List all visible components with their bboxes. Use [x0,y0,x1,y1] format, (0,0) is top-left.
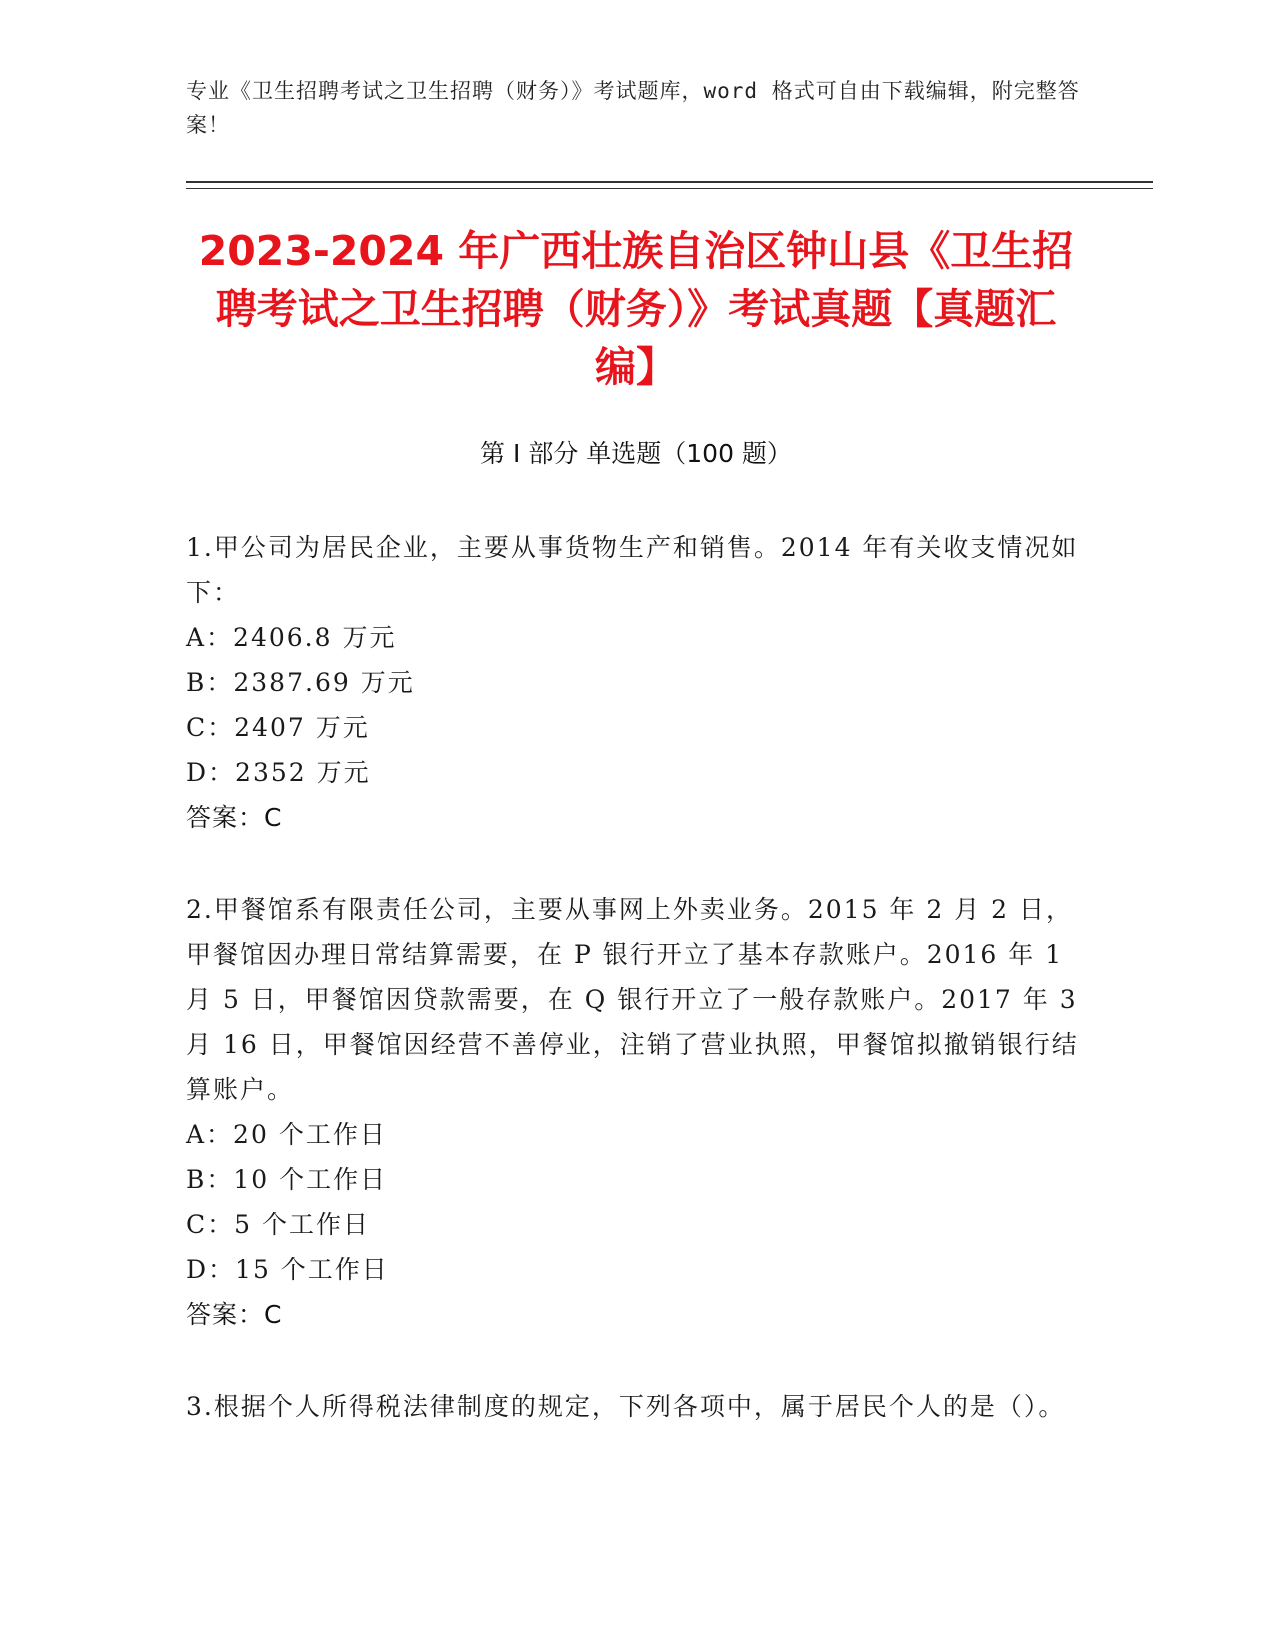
question-text: 3.根据个人所得税法律制度的规定，下列各项中，属于居民个人的是（）。 [186,1392,1066,1421]
option-d: D：15 个工作日 [186,1255,389,1284]
header-divider-thin [186,188,1153,189]
option-d: D：2352 万元 [186,758,371,787]
section-heading: 第 I 部分 单选题（100 题） [480,439,792,468]
option-c: C：2407 万元 [186,713,370,742]
option-c: C：5 个工作日 [186,1210,370,1239]
answer-line: 答案：C [186,803,283,832]
option-a: A：2406.8 万元 [186,623,397,652]
question-text: 2.甲餐馆系有限责任公司，主要从事网上外卖业务。2015 年 2 月 2 日，甲餐馆因办理日常结算需要，在 P 银行开立了基本存款账户。2016 年 1 月 5 日，甲餐馆因贷款需要，在 Q 银行开立了一般存款账户。2017 年 3 月 16 日，甲餐馆因经营不善停业，注销了营业执照，甲餐馆拟撤销银行结算账户。 [186,895,1079,1104]
question-item [186,525,1086,840]
answer-line: 答案：C [186,1300,283,1329]
header-divider-thick [186,181,1153,183]
header-note: 专业《卫生招聘考试之卫生招聘（财务）》考试题库，word 格式可自由下载编辑，附完整答案！ [186,79,1080,137]
question-list [186,525,1086,1476]
question-item [186,1384,1086,1429]
question-text: 1.甲公司为居民企业，主要从事货物生产和销售。2014 年有关收支情况如下： [186,533,1079,607]
option-a: A：20 个工作日 [186,1120,387,1149]
question-item [186,887,1086,1337]
document-title: 2023-2024 年广西壮族自治区钟山县《卫生招聘考试之卫生招聘（财务）》考试真题【真题汇编】 [198,227,1074,391]
option-b: B：2387.69 万元 [186,668,415,697]
option-b: B：10 个工作日 [186,1165,388,1194]
